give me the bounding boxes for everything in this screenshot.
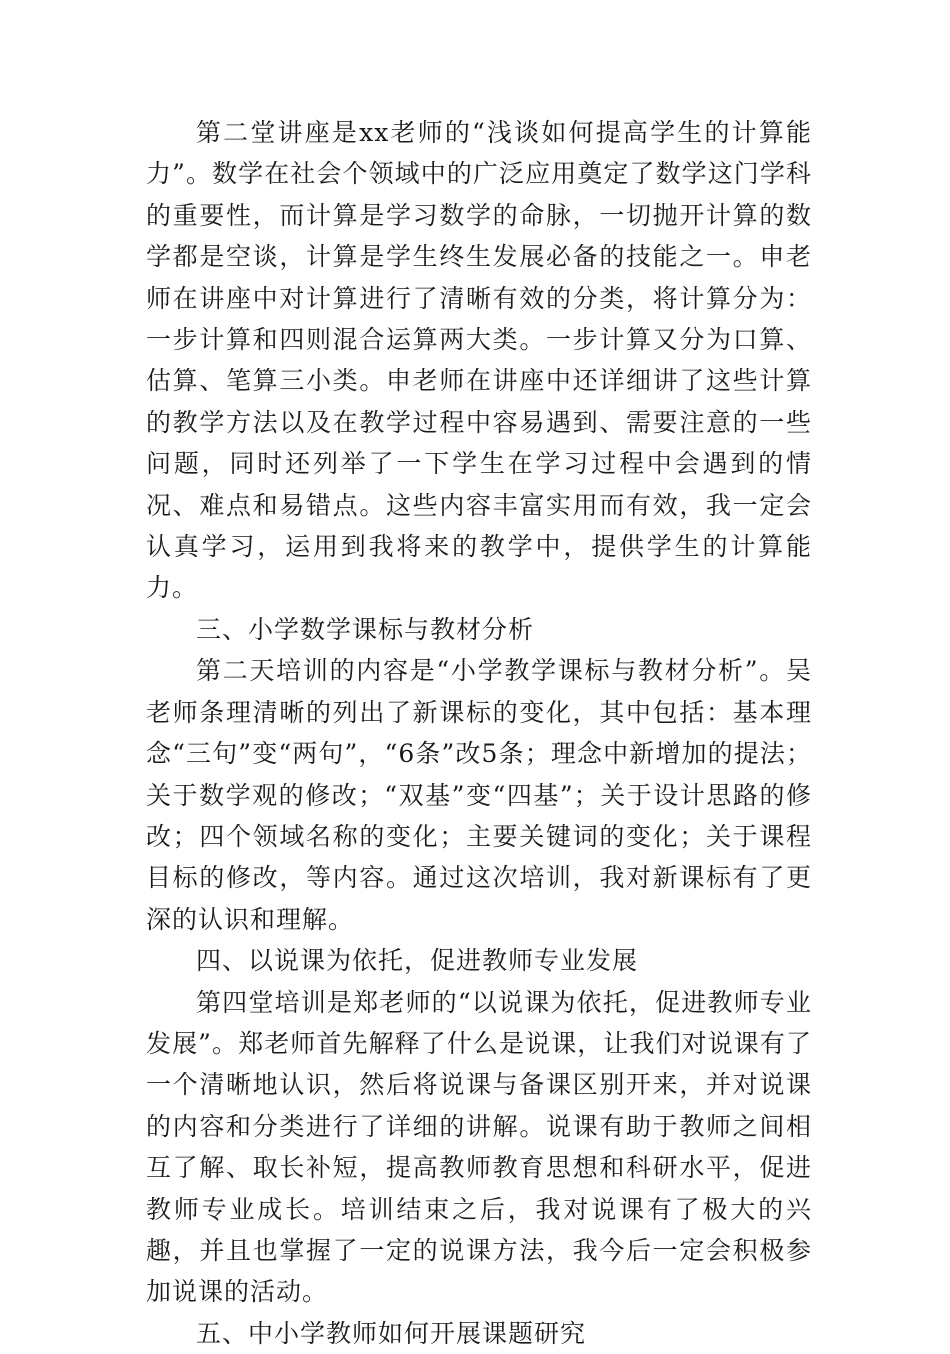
- paragraph-curriculum-analysis: 第二天培训的内容是“小学教学课标与教材分析”。吴老师条理清晰的列出了新课标的变化，其中包括：基本理念“三句”变“两句”，“6条”改5条；理念中新增加的提法；关于数学观的修改；“双基”变“四基”；关于设计思路的修改；四个领域名称的变化；主要关键词的变化；关于课程目标的修改，等内容。通过这次培训，我对新课标有了更深的认识和理解。: [146, 656, 812, 934]
- section-heading-lesson-talk: 四、以说课为依托，促进教师专业发展: [196, 946, 639, 976]
- section-heading-curriculum: 三、小学数学课标与教材分析: [196, 614, 535, 644]
- document-body: [146, 112, 812, 1354]
- paragraph-calculation-lecture: 第二堂讲座是xx老师的“浅谈如何提高学生的计算能力”。数学在社会个领域中的广泛应用奠定了数学这门学科的重要性，而计算是学习数学的命脉，一切抛开计算的数学都是空谈，计算是学生终生发展必备的技能之一。申老师在讲座中对计算进行了清晰有效的分类，将计算分为：一步计算和四则混合运算两大类。一步计算又分为口算、估算、笔算三小类。申老师在讲座中还详细讲了这些计算的教学方法以及在教学过程中容易遇到、需要注意的一些问题，同时还列举了一下学生在学习过程中会遇到的情况、难点和易错点。这些内容丰富实用而有效，我一定会认真学习，运用到我将来的教学中，提供学生的计算能力。: [146, 118, 812, 603]
- section-heading-research: 五、中小学教师如何开展课题研究: [196, 1318, 587, 1348]
- paragraph-lesson-talk: 第四堂培训是郑老师的“以说课为依托，促进教师专业发展”。郑老师首先解释了什么是说课，让我们对说课有了一个清晰地认识，然后将说课与备课区别开来，并对说课的内容和分类进行了详细的讲解。说课有助于教师之间相互了解、取长补短，提高教师教育思想和科研水平，促进教师专业成长。培训结束之后，我对说课有了极大的兴趣，并且也掌握了一定的说课方法，我今后一定会积极参加说课的活动。: [146, 987, 812, 1307]
